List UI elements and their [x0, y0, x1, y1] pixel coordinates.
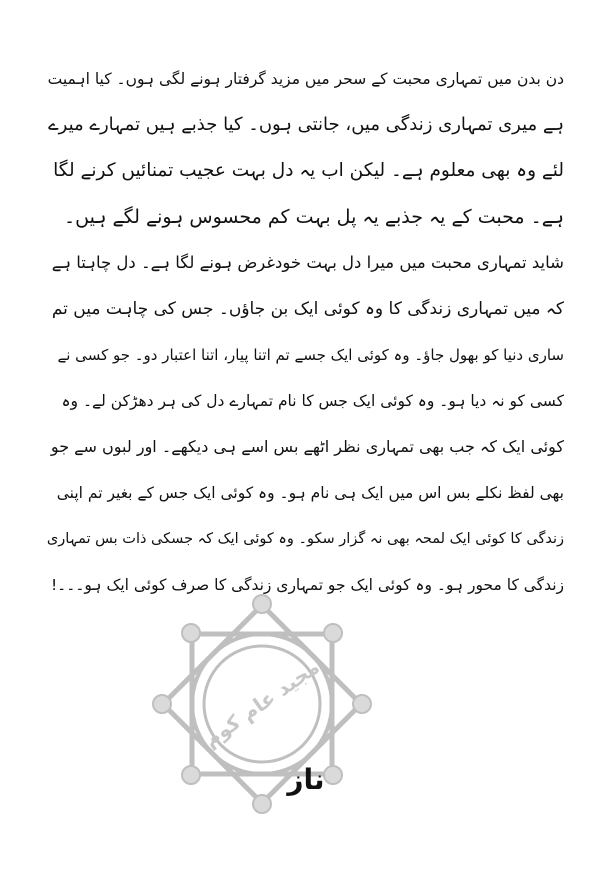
text-line-1: دن بدن میں تمہاری محبت کے سحر میں مزید گرفتار ہونے لگی ہوں۔ کیا اہمیت: [47, 70, 564, 88]
text-line-3: لئے وہ بھی معلوم ہے۔ لیکن اب یہ دل بہت عجیب تمنائیں کرنے لگا: [53, 160, 564, 181]
text-line-5: شاید تمہاری محبت میں میرا دل بہت خودغرض ہونے لگا ہے۔ دل چاہتا ہے: [51, 253, 564, 272]
watermark-text: مجید عام کوم: [199, 654, 324, 752]
text-line-12: زندگی کا محور ہو۔ وہ کوئی ایک جو تمہاری زندگی کا صرف کوئی ایک ہو۔۔۔!: [50, 576, 564, 594]
watermark-seal: [148, 590, 376, 818]
seal-dot-tl: [182, 624, 200, 642]
seal-dot-right: [353, 695, 371, 713]
text-line-9: کوئی ایک کہ جب بھی تمہاری نظر اٹھے بس اسے ہی دیکھے۔ اور لبوں سے جو: [50, 437, 564, 456]
text-line-11: زندگی کا کوئی ایک لمحہ بھی نہ گزار سکو۔ وہ کوئی ایک کہ جسکی ذات بس تمہاری: [46, 531, 564, 547]
letter-body: [46, 56, 564, 608]
text-line-4: ہے۔ محبت کے یہ جذبے یہ پل بہت کم محسوس ہونے لگے ہیں۔: [64, 206, 564, 228]
seal-dot-tr: [324, 624, 342, 642]
text-line-6: کہ میں تمہاری زندگی کا وہ کوئی ایک بن جاؤں۔ جس کی چاہت میں تم: [51, 299, 564, 319]
text-line-2: ہے میری تمہاری زندگی میں، جانتی ہوں۔ کیا جذبے ہیں تمہارے میرے: [48, 114, 564, 135]
author-signature: ناز: [287, 763, 325, 796]
seal-dot-left: [153, 695, 171, 713]
text-line-7: ساری دنیا کو بھول جاؤ۔ وہ کوئی ایک جسے تم اتنا پیار، اتنا اعتبار دو۔ جو کسی نے: [57, 346, 564, 364]
text-line-8: کسی کو نہ دیا ہو۔ وہ کوئی ایک جس کا نام تمہارے دل کی ہر دھڑکن لے۔ وہ: [61, 392, 564, 410]
seal-dot-bl: [182, 766, 200, 784]
text-line-10: بھی لفظ نکلے بس اس میں ایک ہی نام ہو۔ وہ کوئی ایک جس کے بغیر تم اپنی: [56, 484, 564, 502]
seal-dot-bottom: [253, 795, 271, 813]
